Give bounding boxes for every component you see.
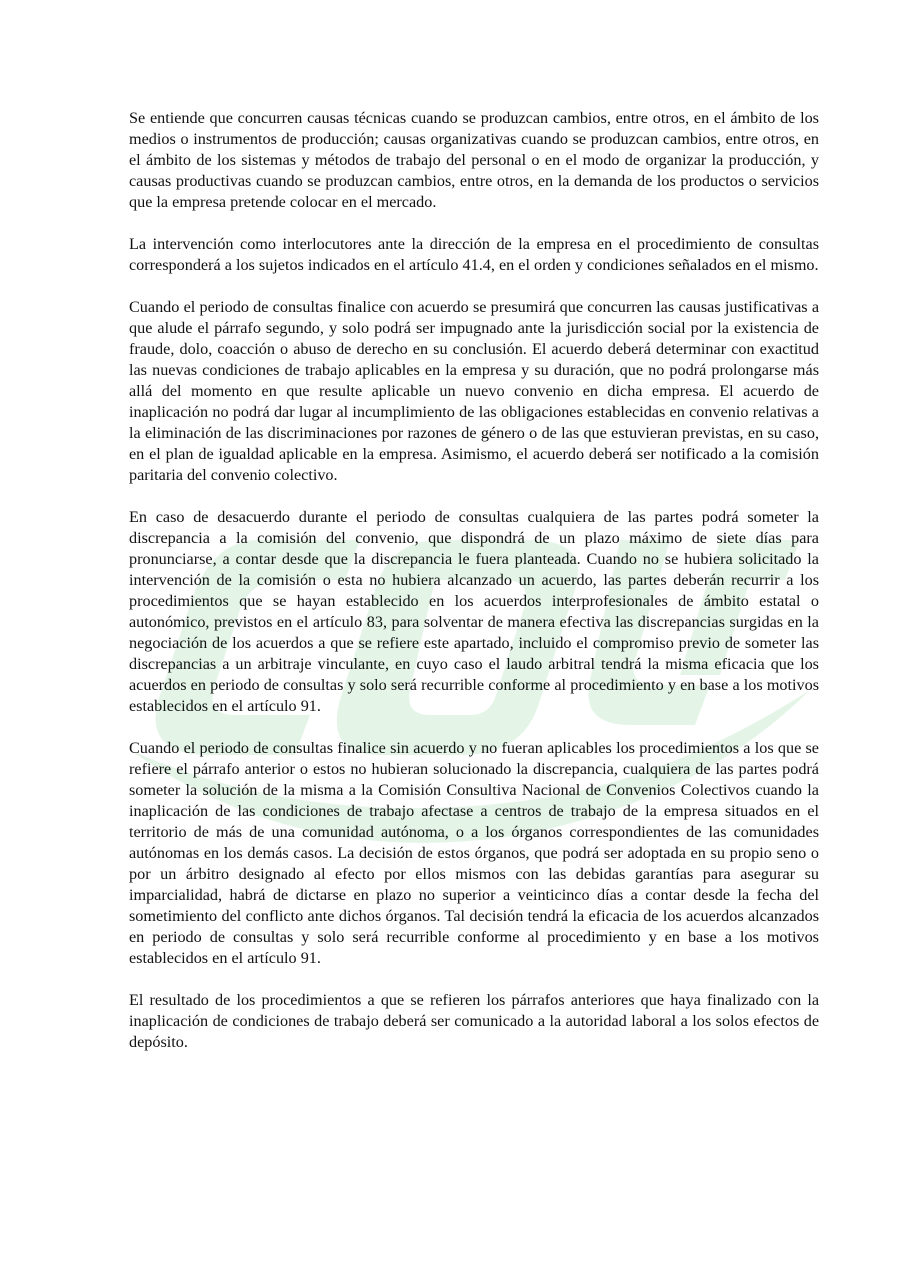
paragraph: El resultado de los procedimientos a que se refieren los párrafos anteriores que haya finalizado con la inaplicación de condiciones de trabajo deberá ser comunicado a la autoridad laboral a los solos efectos de depósito.	[129, 991, 819, 1051]
paragraph: La intervención como interlocutores ante la dirección de la empresa en el procedimiento de consultas corresponderá a los sujetos indicados en el artículo 41.4, en el orden y condiciones señalados en el mismo.	[129, 235, 819, 274]
paragraph: Cuando el periodo de consultas finalice sin acuerdo y no fueran aplicables los procedimientos a los que se refiere el párrafo anterior o estos no hubieran solucionado la discrepancia, cualquiera de las partes podrá someter la solución de la misma a la Comisión Consultiva Nacional de Convenios Colectivos cuando la inaplicación de las condiciones de trabajo afectase a centros de trabajo de la empresa situados en el territorio de más de una comunidad autónoma, o a los órganos correspondientes de las comunidades autónomas en los demás casos. La decisión de estos órganos, que podrá ser adoptada en su propio seno o por un árbitro designado al efecto por ellos mismos con las debidas garantías para asegurar su imparcialidad, habrá de dictarse en plazo no superior a veinticinco días a contar desde la fecha del sometimiento del conflicto ante dichos órganos. Tal decisión tendrá la eficacia de los acuerdos alcanzados en periodo de consultas y solo será recurrible conforme al procedimiento y en base a los motivos establecidos en el artículo 91.	[129, 739, 819, 967]
document-body	[129, 108, 819, 1074]
paragraph: En caso de desacuerdo durante el periodo de consultas cualquiera de las partes podrá someter la discrepancia a la comisión del convenio, que dispondrá de un plazo máximo de siete días para pronunciarse, a contar desde que la discrepancia le fuera planteada. Cuando no se hubiera solicitado la intervención de la comisión o esta no hubiera alcanzado un acuerdo, las partes deberán recurrir a los procedimientos que se hayan establecido en los acuerdos interprofesionales de ámbito estatal o autonómico, previstos en el artículo 83, para solventar de manera efectiva las discrepancias surgidas en la negociación de los acuerdos a que se refiere este apartado, incluido el compromiso previo de someter las discrepancias a un arbitraje vinculante, en cuyo caso el laudo arbitral tendrá la misma eficacia que los acuerdos en periodo de consultas y solo será recurrible conforme al procedimiento y en base a los motivos establecidos en el artículo 91.	[129, 508, 819, 715]
paragraph: Se entiende que concurren causas técnicas cuando se produzcan cambios, entre otros, en el ámbito de los medios o instrumentos de producción; causas organizativas cuando se produzcan cambios, entre otros, en el ámbito de los sistemas y métodos de trabajo del personal o en el modo de organizar la producción, y causas productivas cuando se produzcan cambios, entre otros, en la demanda de los productos o servicios que la empresa pretende colocar en el mercado.	[129, 109, 819, 211]
paragraph: Cuando el periodo de consultas finalice con acuerdo se presumirá que concurren las causas justificativas a que alude el párrafo segundo, y solo podrá ser impugnado ante la jurisdicción social por la existencia de fraude, dolo, coacción o abuso de derecho en su conclusión. El acuerdo deberá determinar con exactitud las nuevas condiciones de trabajo aplicables en la empresa y su duración, que no podrá prolongarse más allá del momento en que resulte aplicable un nuevo convenio en dicha empresa. El acuerdo de inaplicación no podrá dar lugar al incumplimiento de las obligaciones establecidas en convenio relativas a la eliminación de las discriminaciones por razones de género o de las que estuvieran previstas, en su caso, en el plan de igualdad aplicable en la empresa. Asimismo, el acuerdo deberá ser notificado a la comisión paritaria del convenio colectivo.	[129, 298, 819, 484]
